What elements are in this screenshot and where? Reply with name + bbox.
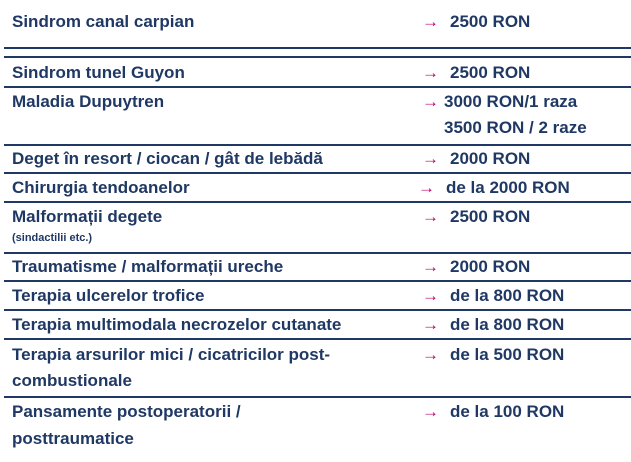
arrow-right-icon: → <box>422 286 439 305</box>
divider <box>4 396 631 398</box>
procedure-name: Terapia ulcerelor trofice <box>12 286 205 305</box>
arrow-right-icon: → <box>422 257 439 276</box>
divider <box>4 56 631 58</box>
arrow-right-icon: → <box>422 149 439 168</box>
divider <box>4 309 631 311</box>
price-value: 3000 RON/1 raza <box>444 92 578 111</box>
divider <box>4 338 631 340</box>
price-value: 2500 RON <box>450 12 531 31</box>
arrow-right-icon: → <box>422 402 439 421</box>
price-value: de la 800 RON <box>450 315 565 334</box>
procedure-name-line2: posttraumatice <box>12 429 134 448</box>
divider <box>4 280 631 282</box>
arrow-right-icon: → <box>422 92 439 111</box>
price-value-line2: 3500 RON / 2 raze <box>444 118 587 137</box>
arrow-right-icon: → <box>418 178 435 197</box>
procedure-name: Chirurgia tendoanelor <box>12 178 190 197</box>
divider <box>4 172 631 174</box>
divider <box>4 86 631 88</box>
procedure-name: Terapia multimodala necrozelor cutanate <box>12 315 342 334</box>
divider <box>4 201 631 203</box>
price-value: 2500 RON <box>450 63 531 82</box>
price-value: 2000 RON <box>450 257 531 276</box>
arrow-right-icon: → <box>422 315 439 334</box>
procedure-name: Traumatisme / malformații ureche <box>12 257 284 276</box>
procedure-name: Sindrom canal carpian <box>12 12 195 31</box>
arrow-right-icon: → <box>422 12 439 31</box>
divider <box>4 47 631 49</box>
price-value: 2000 RON <box>450 149 531 168</box>
price-value: 2500 RON <box>450 207 531 226</box>
procedure-name: Terapia arsurilor mici / cicatricilor post- <box>12 345 331 364</box>
price-value: de la 800 RON <box>450 286 565 305</box>
procedure-name: Deget în resort / ciocan / gât de lebădă <box>12 149 323 168</box>
price-value: de la 500 RON <box>450 345 565 364</box>
procedure-note: (sindactilii etc.) <box>12 232 93 244</box>
divider <box>4 252 631 254</box>
divider <box>4 144 631 146</box>
arrow-right-icon: → <box>422 345 439 364</box>
price-value: de la 2000 RON <box>446 178 570 197</box>
procedure-name: Malformații degete <box>12 207 163 226</box>
procedure-name: Sindrom tunel Guyon <box>12 63 185 82</box>
arrow-right-icon: → <box>422 207 439 226</box>
procedure-name: Pansamente postoperatorii / <box>12 402 241 421</box>
arrow-right-icon: → <box>422 63 439 82</box>
price-value: de la 100 RON <box>450 402 565 421</box>
procedure-name-line2: combustionale <box>12 371 132 390</box>
procedure-name: Maladia Dupuytren <box>12 92 165 111</box>
